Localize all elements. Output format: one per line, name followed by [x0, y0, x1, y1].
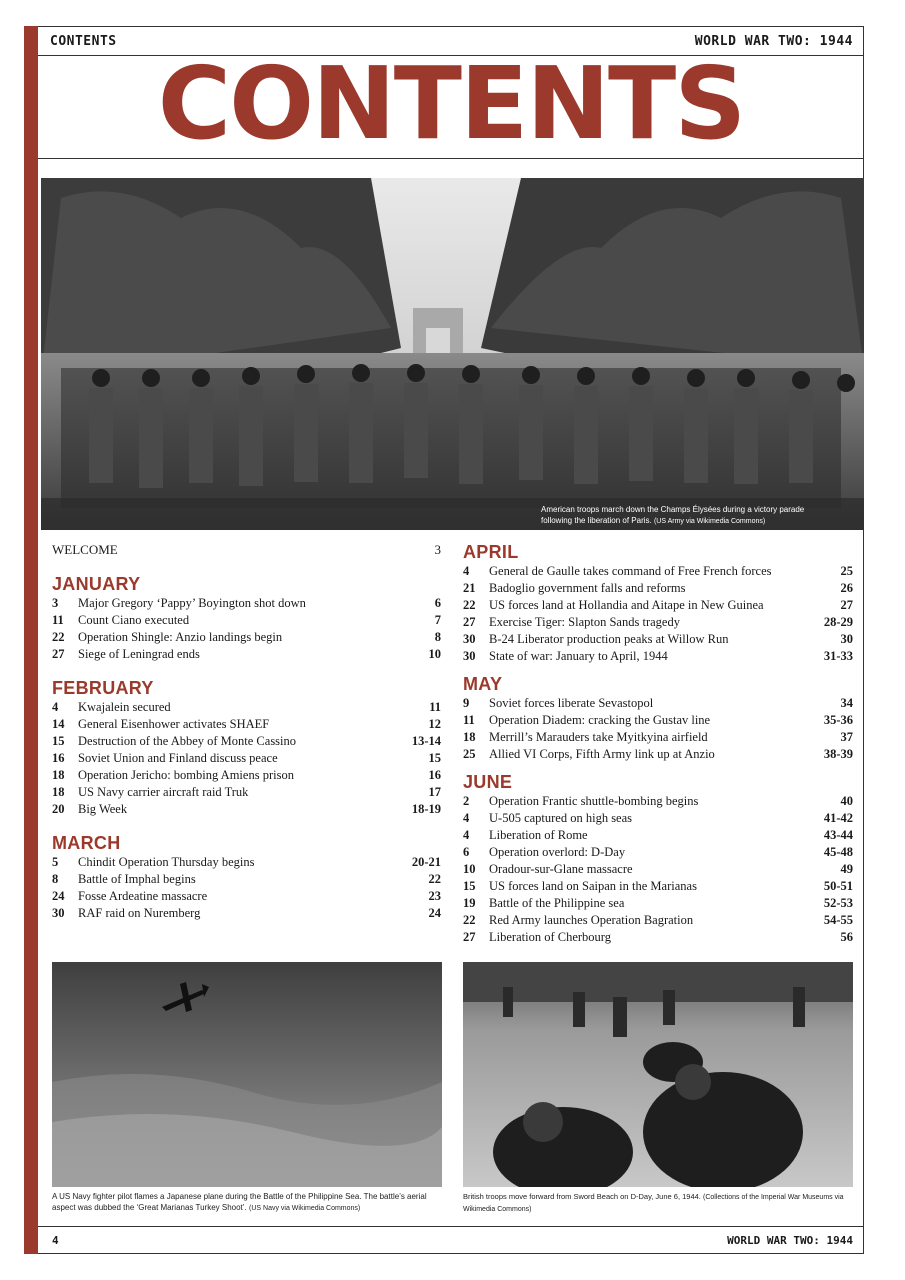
- month-heading-january: JANUARY: [52, 574, 141, 594]
- month-heading-february: FEBRUARY: [52, 678, 154, 698]
- toc-entry[interactable]: 5 Chindit Operation Thursday begins 20-21: [52, 855, 441, 869]
- toc-entry[interactable]: 6 Operation overlord: D-Day 45-48: [463, 845, 853, 859]
- toc-entry[interactable]: 11 Operation Diadem: cracking the Gustav line 35-36: [463, 713, 853, 727]
- title-rule: [38, 158, 864, 159]
- toc-entry[interactable]: 4 General de Gaulle takes command of Free French forces 25: [463, 564, 853, 578]
- toc-entry[interactable]: 15 Destruction of the Abbey of Monte Cassino 13-14: [52, 734, 441, 748]
- page-title: CONTENTS: [157, 45, 745, 162]
- photo-sword-beach: [463, 962, 853, 1187]
- photo-sword-beach-caption: British troops move forward from Sword Beach on D-Day, June 6, 1944. (Collections of the Imperial War Museums via Wikimedia Commons): [463, 1192, 844, 1213]
- month-heading-may: MAY: [463, 674, 503, 694]
- toc-entry[interactable]: 30 RAF raid on Nuremberg 24: [52, 906, 441, 920]
- month-heading-june: JUNE: [463, 772, 513, 792]
- toc-entry[interactable]: 22 Operation Shingle: Anzio landings begin 8: [52, 630, 441, 644]
- toc-entry[interactable]: 22 Red Army launches Operation Bagration 54-55: [463, 913, 853, 927]
- month-heading-april: APRIL: [463, 542, 519, 562]
- month-heading-march: MARCH: [52, 833, 121, 853]
- toc-entry[interactable]: 4 U-505 captured on high seas 41-42: [463, 811, 853, 825]
- toc-entry[interactable]: 15 US forces land on Saipan in the Marianas 50-51: [463, 879, 853, 893]
- hero-photo: [41, 178, 864, 530]
- toc-entry[interactable]: 20 Big Week 18-19: [52, 802, 441, 816]
- toc-entry[interactable]: 25 Allied VI Corps, Fifth Army link up at Anzio 38-39: [463, 747, 853, 761]
- header-publication-title: WORLD WAR TWO: 1944: [694, 34, 853, 49]
- toc-entry[interactable]: 30 B-24 Liberator production peaks at Willow Run 30: [463, 632, 853, 646]
- photo-aircraft: [52, 962, 442, 1187]
- accent-bar: [24, 26, 38, 1254]
- hero-caption: American troops march down the Champs Élysées during a victory parade following the liberation of Paris. (US Army via Wikimedia Commons): [541, 505, 805, 525]
- toc-entry[interactable]: 9 Soviet forces liberate Sevastopol 34: [463, 696, 853, 710]
- toc-entry[interactable]: 8 Battle of Imphal begins 22: [52, 872, 441, 886]
- toc-entry[interactable]: 21 Badoglio government falls and reforms 26: [463, 581, 853, 595]
- toc-entry[interactable]: 4 Liberation of Rome 43-44: [463, 828, 853, 842]
- header-section-label: CONTENTS: [50, 34, 117, 49]
- toc-entry[interactable]: 24 Fosse Ardeatine massacre 23: [52, 889, 441, 903]
- toc-entry[interactable]: 10 Oradour-sur-Glane massacre 49: [463, 862, 853, 876]
- photo-aircraft-caption: A US Navy fighter pilot flames a Japanese plane during the Battle of the Philippine Sea. The battle’s aerial aspect was dubbed the ‘Great Marianas Turkey Shoot’. (US Navy via Wikimedia Commons): [52, 1192, 427, 1212]
- footer-page-number: 4: [52, 1234, 59, 1247]
- toc-entry[interactable]: 14 General Eisenhower activates SHAEF 12: [52, 717, 441, 731]
- footer-rule: [38, 1226, 864, 1227]
- toc-entry[interactable]: 11 Count Ciano executed 7: [52, 613, 441, 627]
- toc-entry[interactable]: 18 Operation Jericho: bombing Amiens prison 16: [52, 768, 441, 782]
- toc-entry[interactable]: 27 Exercise Tiger: Slapton Sands tragedy 28-29: [463, 615, 853, 629]
- footer-publication-title: WORLD WAR TWO: 1944: [727, 1234, 853, 1247]
- contents-left-column: [52, 542, 441, 922]
- toc-entry[interactable]: 19 Battle of the Philippine sea 52-53: [463, 896, 853, 910]
- toc-entry[interactable]: 4 Kwajalein secured 11: [52, 700, 441, 714]
- welcome-entry[interactable]: WELCOME 3: [52, 542, 441, 557]
- toc-entry[interactable]: 30 State of war: January to April, 1944 31-33: [463, 649, 853, 663]
- toc-entry[interactable]: 18 US Navy carrier aircraft raid Truk 17: [52, 785, 441, 799]
- toc-entry[interactable]: 16 Soviet Union and Finland discuss peace 15: [52, 751, 441, 765]
- toc-entry[interactable]: 27 Siege of Leningrad ends 10: [52, 647, 441, 661]
- contents-right-column: [463, 541, 853, 946]
- toc-entry[interactable]: 27 Liberation of Cherbourg 56: [463, 930, 853, 944]
- toc-entry[interactable]: 3 Major Gregory ‘Pappy’ Boyington shot down 6: [52, 596, 441, 610]
- toc-entry[interactable]: 18 Merrill’s Marauders take Myitkyina airfield 37: [463, 730, 853, 744]
- toc-entry[interactable]: 2 Operation Frantic shuttle-bombing begins 40: [463, 794, 853, 808]
- toc-entry[interactable]: 22 US forces land at Hollandia and Aitape in New Guinea 27: [463, 598, 853, 612]
